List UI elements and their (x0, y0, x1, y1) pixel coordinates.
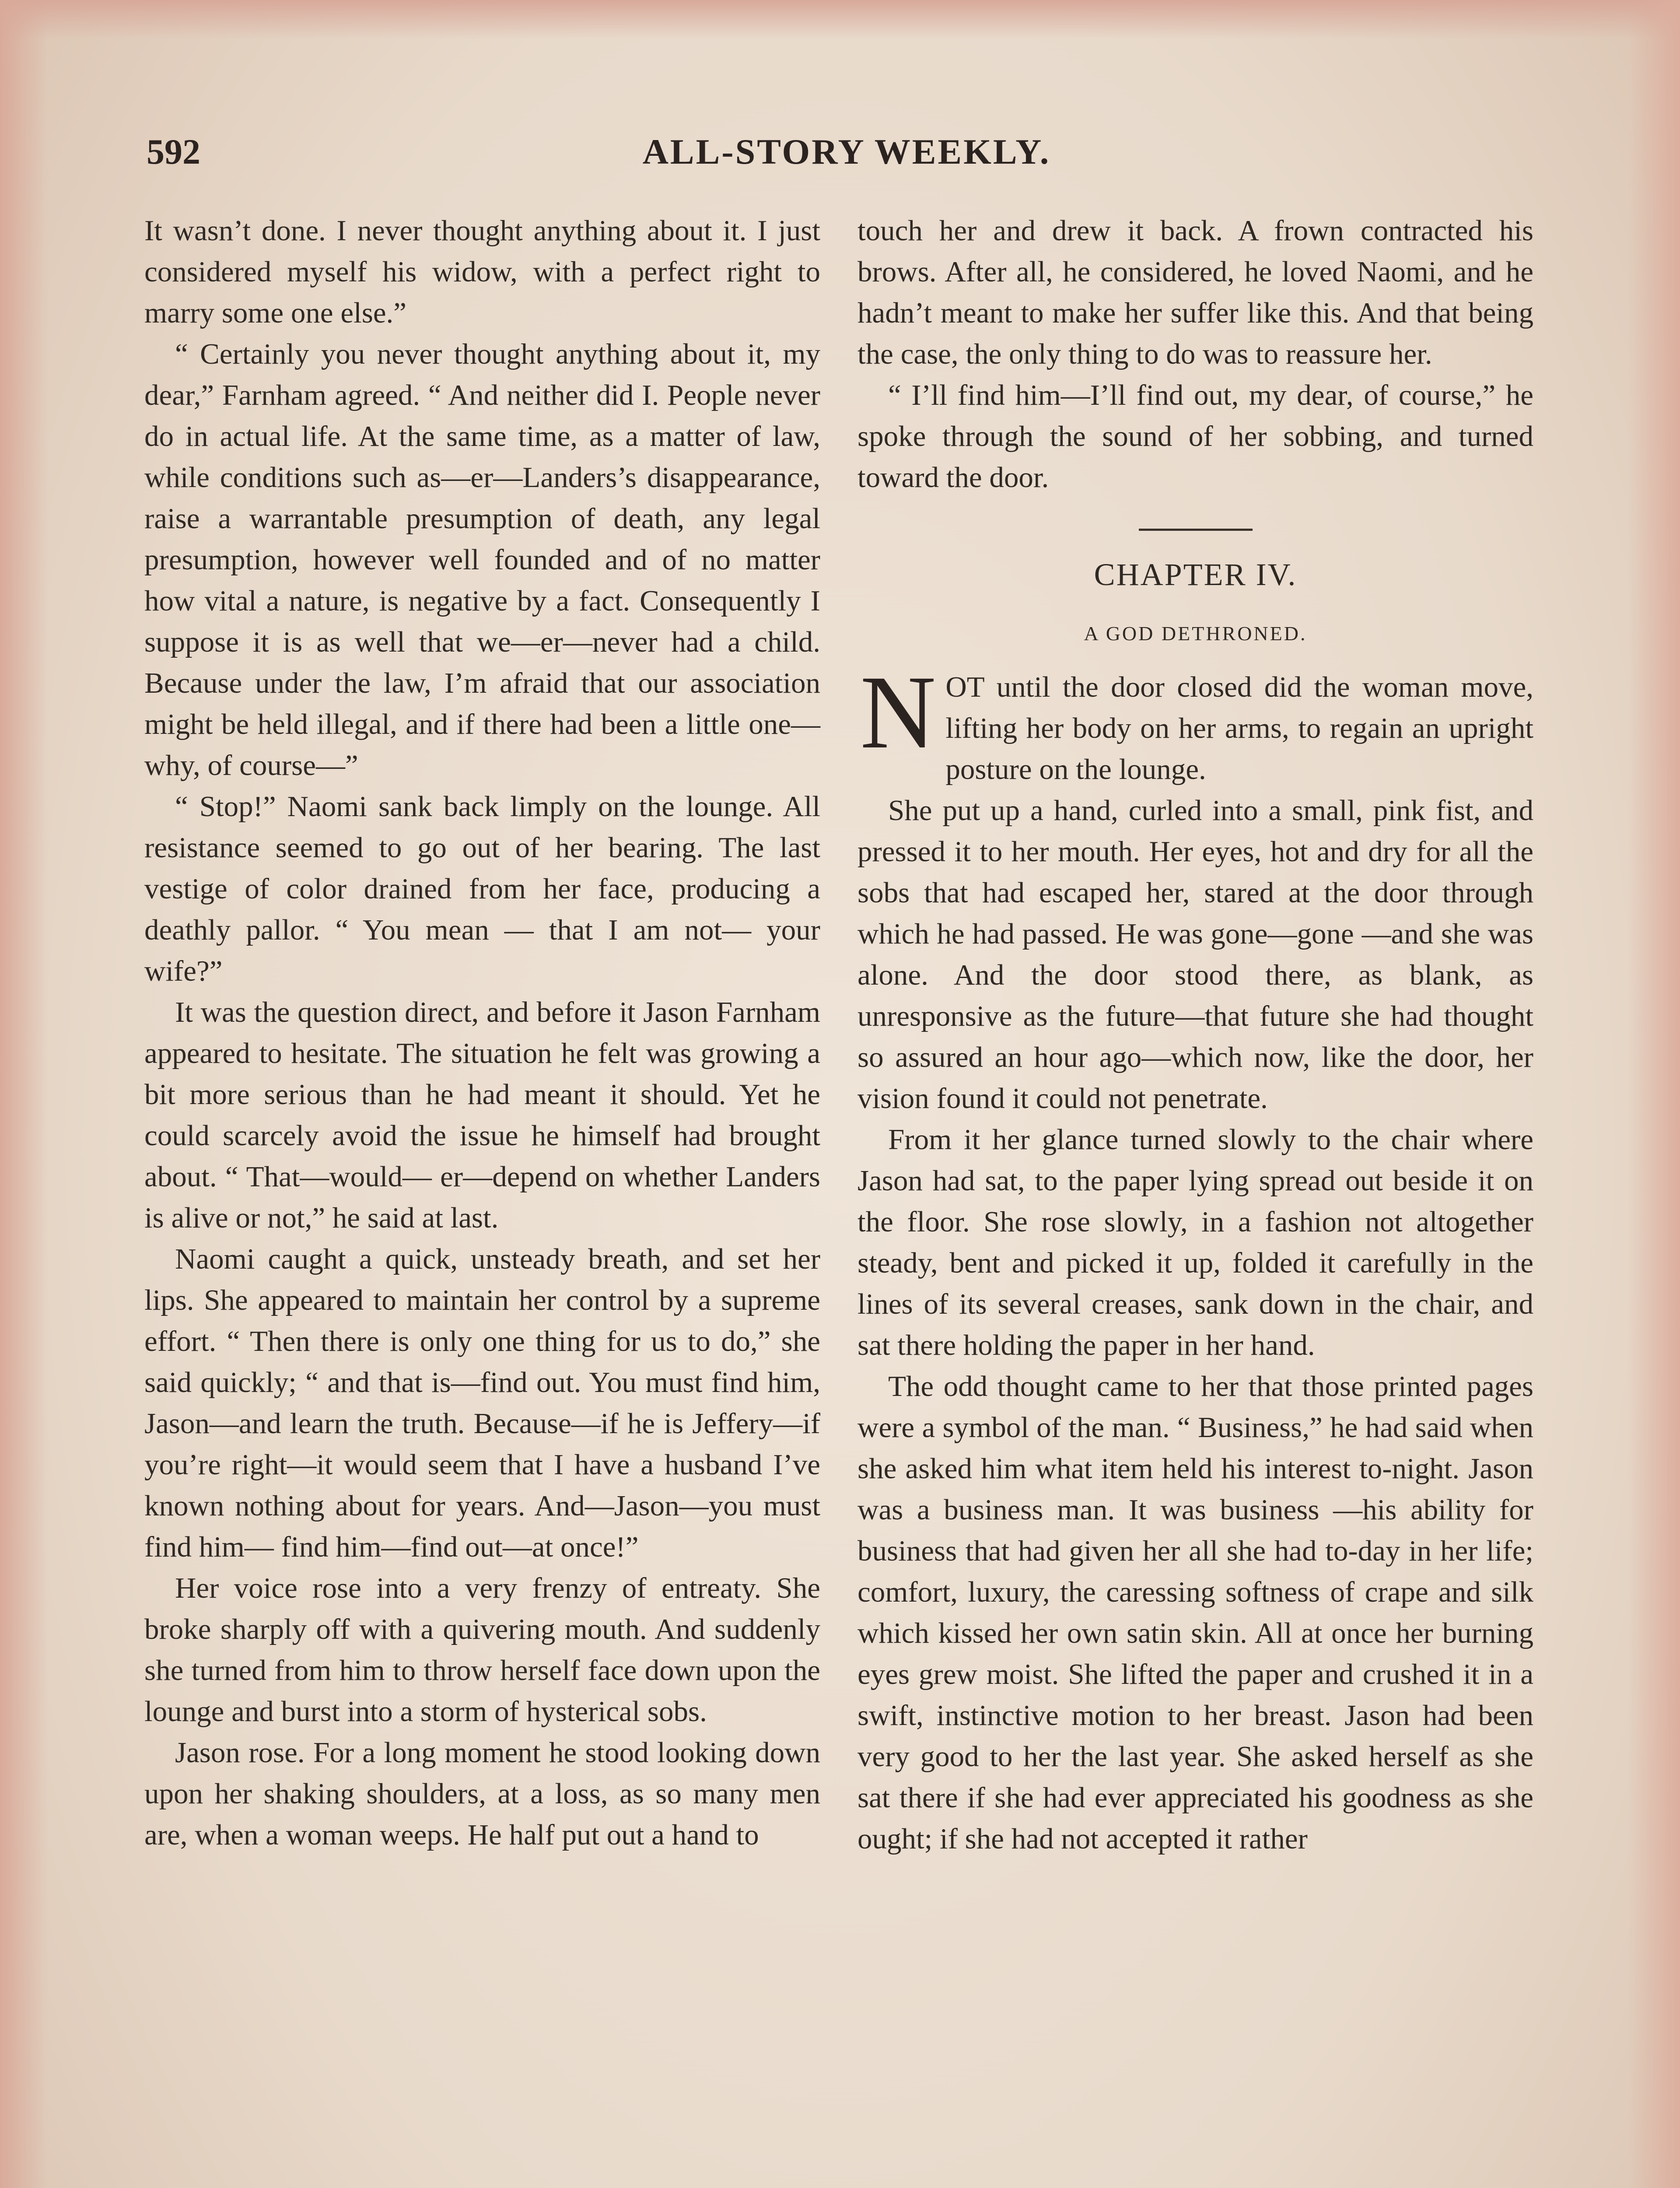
page-edge-top (0, 0, 1680, 39)
paragraph: “ Certainly you never thought anything about it, my dear,” Farnham agreed. “ And neither did I. People never do in actual life. At the same time, as a matter of law, while conditions such as—er—Landers’s disappearance, raise a warrantable presumption of death, any legal presumption, however well founded and of no matter how vital a nature, is negative by a fact. Consequently I suppose it is as well that we—er—never had a child. Because under the law, I’m afraid that our association might be held illegal, and if there had been a little one—why, of course—” (144, 338, 820, 782)
page-edge-left (0, 0, 48, 2188)
paragraph: “ I’ll find him—I’ll find out, my dear, of course,” he spoke through the sound of her sobbing, and turned toward the door. (858, 379, 1533, 494)
paragraph: Jason rose. For a long moment he stood looking down upon her shaking shoulders, at a loss, as so many men are, when a woman weeps. He half put out a hand to (144, 1736, 820, 1851)
paragraph: She put up a hand, curled into a small, pink fist, and pressed it to her mouth. Her eyes, hot and dry for all the sobs that had escaped her, stared at the door through which he had passed. He was gone—gone —and she was alone. And the door stood there, as blank, as unresponsive as the future—that future she had thought so assured an hour ago—which now, like the door, her vision found it could not penetrate. (858, 794, 1533, 1115)
chapter-title: CHAPTER IV. (1094, 557, 1297, 592)
page-header (147, 131, 1547, 179)
paragraph: It was the question direct, and before it Jason Farnham appeared to hesitate. The situation he felt was growing a bit more serious than he had meant it should. Yet he could scarcely avoid the issue he himself had brought about. “ That—would— er—depend on whether Landers is alive or not,” he said at last. (144, 996, 820, 1234)
paragraph: Naomi caught a quick, unsteady breath, and set her lips. She appeared to maintain her control by a supreme effort. “ Then there is only one thing for us to do,” she said quickly; “ and that is—find out. You must find him, Jason—and learn the truth. Because—if he is Jeffery—if you’re right—it would seem that I have a husband I’ve known nothing about for years. And—Jason—you must find him— find him—find out—at once!” (144, 1243, 820, 1563)
paragraph: It wasn’t done. I never thought anything about it. I just considered myself his widow, with a perfect right to marry some one else.” (144, 214, 820, 329)
chapter-opening-paragraph (858, 654, 1533, 790)
left-column (144, 210, 820, 1855)
paragraph: “ Stop!” Naomi sank back limply on the lounge. All resistance seemed to go out of her bearing. The last vestige of color drained from her face, producing a deathly pallor. “ You mean — that I am not— your wife?” (144, 790, 820, 987)
running-title: ALL-STORY WEEKLY. (642, 132, 1051, 172)
drop-cap: N (860, 654, 936, 770)
section-divider (1139, 529, 1253, 531)
opening-text: OT until the door closed did the woman move, lifting her body on her arms, to regain an upright posture on the lounge. (945, 671, 1533, 785)
page-edge-right (1628, 0, 1680, 2188)
right-column (858, 210, 1533, 1859)
paragraph: The odd thought came to her that those printed pages were a symbol of the man. “ Business,” he had said when she asked him what item held his interest to-night. Jason was a business man. It was business —his ability for business that had given her all she had to-day in her life; comfort, luxury, the caressing softness of crape and silk which kissed her own satin skin. All at once her burning eyes grew moist. She lifted the paper and crushed it in a swift, instinctive motion to her breast. Jason had been very good to her the last year. She asked herself as she sat there if she had ever appreciated his goodness as she ought; if she had not accepted it rather (858, 1370, 1533, 1855)
page-number: 592 (147, 132, 200, 172)
paragraph: From it her glance turned slowly to the chair where Jason had sat, to the paper lying spread out beside it on the floor. She rose slowly, in a fashion not altogether steady, bent and picked it up, folded it carefully in the lines of its several creases, sank down in the chair, and sat there holding the paper in her hand. (858, 1123, 1533, 1361)
chapter-subtitle: A GOD DETHRONED. (1084, 622, 1307, 645)
paragraph: Her voice rose into a very frenzy of entreaty. She broke sharply off with a quivering mouth. And suddenly she turned from him to throw herself face down upon the lounge and burst into a storm of hysterical sobs. (144, 1572, 820, 1728)
paragraph: touch her and drew it back. A frown contracted his brows. After all, he considered, he loved Naomi, and he hadn’t meant to make her suffer like this. And that being the case, the only thing to do was to reassure her. (858, 214, 1533, 370)
